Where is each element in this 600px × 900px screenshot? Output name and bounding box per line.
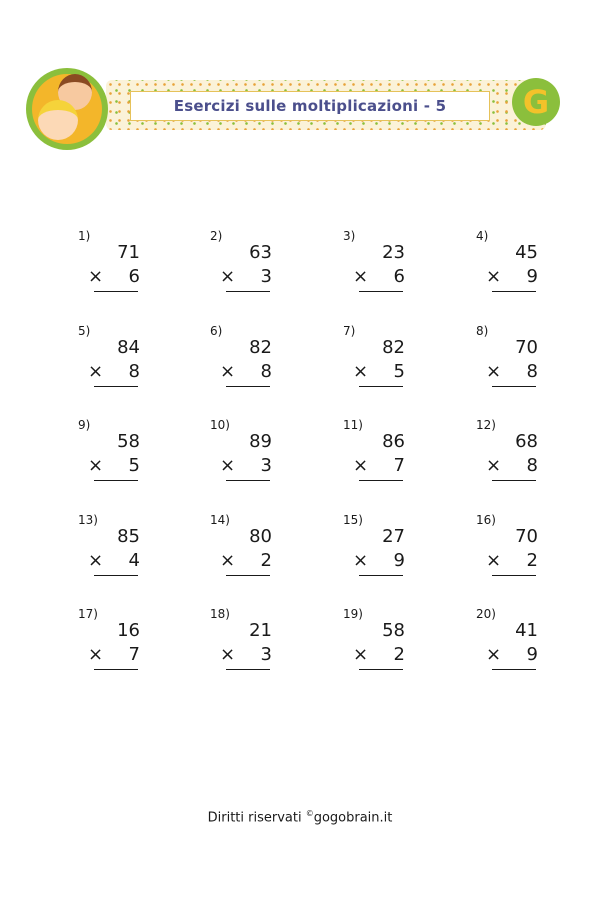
times-sign: × — [88, 361, 104, 382]
answer-line — [226, 386, 270, 387]
answer-line — [94, 480, 138, 481]
gogobrain-logo-icon: G — [512, 78, 560, 126]
times-sign: × — [88, 550, 104, 571]
multiplicand: 45 — [515, 242, 538, 263]
times-sign: × — [88, 266, 104, 287]
multiplier: 7 — [393, 455, 405, 476]
multiplicand: 89 — [249, 431, 272, 452]
multiplier: 9 — [526, 644, 538, 665]
times-sign: × — [353, 644, 369, 665]
exercise-number: 4) — [476, 229, 489, 243]
times-sign: × — [486, 550, 502, 571]
exercise-number: 15) — [343, 513, 363, 527]
multiplier: 4 — [128, 550, 140, 571]
answer-line — [226, 669, 270, 670]
exercise-item — [343, 324, 423, 394]
exercise-number: 12) — [476, 418, 496, 432]
multiplier: 2 — [393, 644, 405, 665]
multiplier: 3 — [260, 455, 272, 476]
multiplicand: 23 — [382, 242, 405, 263]
multiplicand: 80 — [249, 526, 272, 547]
multiplier: 3 — [260, 644, 272, 665]
times-sign: × — [220, 644, 236, 665]
answer-line — [492, 575, 536, 576]
exercise-number: 18) — [210, 607, 230, 621]
multiplier: 9 — [526, 266, 538, 287]
footer-copyright: Diritti riservati ©gogobrain.it — [207, 809, 393, 826]
exercise-number: 10) — [210, 418, 230, 432]
answer-line — [492, 291, 536, 292]
multiplicand: 71 — [117, 242, 140, 263]
times-sign: × — [220, 550, 236, 571]
multiplicand: 85 — [117, 526, 140, 547]
multiplicand: 68 — [515, 431, 538, 452]
exercise-item — [78, 229, 158, 299]
exercise-number: 3) — [343, 229, 356, 243]
exercise-item — [210, 324, 290, 394]
times-sign: × — [220, 455, 236, 476]
exercise-number: 20) — [476, 607, 496, 621]
times-sign: × — [353, 455, 369, 476]
exercise-number: 9) — [78, 418, 91, 432]
exercise-item — [343, 607, 423, 677]
exercise-number: 5) — [78, 324, 91, 338]
exercise-item — [476, 607, 556, 677]
times-sign: × — [353, 361, 369, 382]
multiplicand: 27 — [382, 526, 405, 547]
exercise-number: 13) — [78, 513, 98, 527]
exercise-number: 19) — [343, 607, 363, 621]
multiplicand: 82 — [249, 337, 272, 358]
multiplicand: 63 — [249, 242, 272, 263]
exercise-item — [343, 418, 423, 488]
exercise-number: 16) — [476, 513, 496, 527]
multiplier: 2 — [526, 550, 538, 571]
answer-line — [359, 575, 403, 576]
multiplicand: 84 — [117, 337, 140, 358]
multiplier: 5 — [128, 455, 140, 476]
exercise-item — [210, 418, 290, 488]
exercise-item — [343, 513, 423, 583]
exercise-item — [476, 324, 556, 394]
exercise-number: 7) — [343, 324, 356, 338]
worksheet-title: Esercizi sulle moltiplicazioni - 5 — [173, 97, 447, 115]
times-sign: × — [486, 455, 502, 476]
multiplier: 3 — [260, 266, 272, 287]
multiplicand: 70 — [515, 337, 538, 358]
multiplicand: 58 — [117, 431, 140, 452]
exercise-item — [210, 229, 290, 299]
times-sign: × — [486, 266, 502, 287]
exercise-number: 2) — [210, 229, 223, 243]
answer-line — [492, 669, 536, 670]
times-sign: × — [88, 644, 104, 665]
multiplicand: 16 — [117, 620, 140, 641]
exercise-item — [210, 513, 290, 583]
multiplier: 6 — [128, 266, 140, 287]
exercise-number: 6) — [210, 324, 223, 338]
times-sign: × — [353, 266, 369, 287]
answer-line — [492, 480, 536, 481]
times-sign: × — [220, 361, 236, 382]
multiplicand: 86 — [382, 431, 405, 452]
exercise-number: 17) — [78, 607, 98, 621]
times-sign: × — [353, 550, 369, 571]
exercise-number: 14) — [210, 513, 230, 527]
multiplier: 8 — [128, 361, 140, 382]
answer-line — [359, 669, 403, 670]
exercise-item — [78, 324, 158, 394]
answer-line — [94, 669, 138, 670]
multiplicand: 41 — [515, 620, 538, 641]
exercise-item — [343, 229, 423, 299]
times-sign: × — [220, 266, 236, 287]
multiplier: 8 — [526, 361, 538, 382]
answer-line — [359, 386, 403, 387]
times-sign: × — [88, 455, 104, 476]
multiplier: 5 — [393, 361, 405, 382]
exercise-item — [476, 418, 556, 488]
exercise-item — [210, 607, 290, 677]
answer-line — [94, 291, 138, 292]
times-sign: × — [486, 361, 502, 382]
multiplicand: 82 — [382, 337, 405, 358]
answer-line — [226, 575, 270, 576]
multiplier: 6 — [393, 266, 405, 287]
exercise-item — [476, 513, 556, 583]
exercise-item — [476, 229, 556, 299]
exercise-item — [78, 418, 158, 488]
multiplier: 8 — [526, 455, 538, 476]
answer-line — [94, 575, 138, 576]
answer-line — [226, 291, 270, 292]
answer-line — [492, 386, 536, 387]
exercise-number: 1) — [78, 229, 91, 243]
multiplier: 9 — [393, 550, 405, 571]
multiplicand: 21 — [249, 620, 272, 641]
exercise-item — [78, 607, 158, 677]
answer-line — [359, 291, 403, 292]
exercise-number: 11) — [343, 418, 363, 432]
multiplier: 8 — [260, 361, 272, 382]
exercise-number: 8) — [476, 324, 489, 338]
multiplicand: 58 — [382, 620, 405, 641]
multiplicand: 70 — [515, 526, 538, 547]
answer-line — [226, 480, 270, 481]
answer-line — [94, 386, 138, 387]
multiplier: 2 — [260, 550, 272, 571]
exercise-item — [78, 513, 158, 583]
times-sign: × — [486, 644, 502, 665]
answer-line — [359, 480, 403, 481]
multiplier: 7 — [128, 644, 140, 665]
